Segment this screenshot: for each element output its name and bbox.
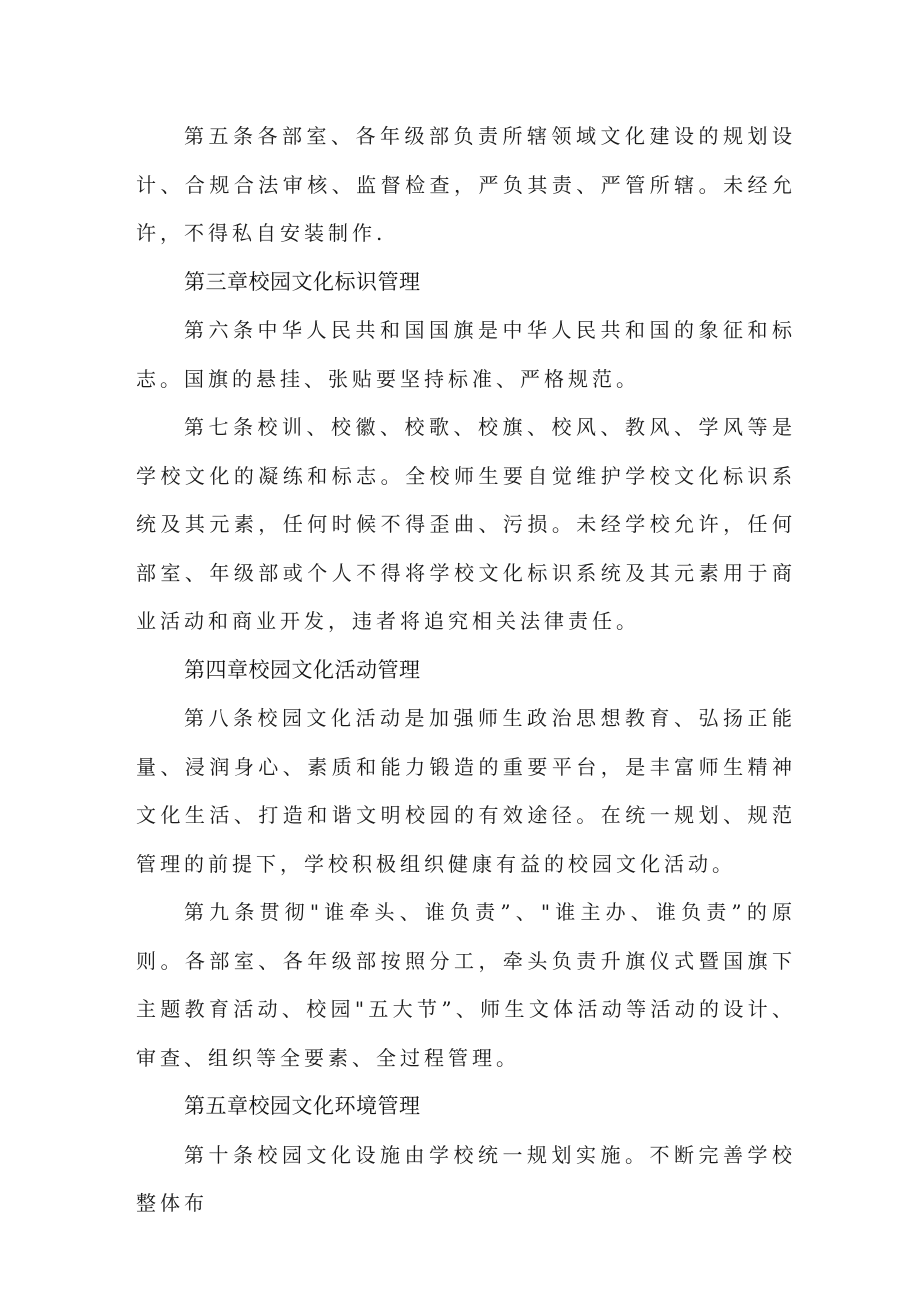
chapter-5-heading: 第五章校园文化环境管理: [184, 1094, 421, 1118]
article-5-paragraph: 第五条各部室、各年级部负责所辖领域文化建设的规划设计、合规合法审核、监督检查，严负其责、严管所辖。未经允许，不得私自安装制作.: [136, 124, 796, 245]
article-7-paragraph: 第七条校训、校徽、校歌、校旗、校风、教风、学风等是学校文化的凝练和标志。全校师生要自觉维护学校文化标识系统及其元素，任何时候不得歪曲、污损。未经学校允许，任何部室、年级部或个人不得将学校文化标识系统及其元素用于商业活动和商业开发，违者将追究相关法律责任。: [136, 415, 796, 633]
article-8-paragraph: 第八条校园文化活动是加强师生政治思想教育、弘扬正能量、浸润身心、素质和能力锻造的重要平台，是丰富师生精神文化生活、打造和谐文明校园的有效途径。在统一规划、规范管理的前提下，学校积极组织健康有益的校园文化活动。: [136, 706, 796, 876]
article-10-paragraph: 第十条校园文化设施由学校统一规划实施。不断完善学校整体布: [136, 1142, 796, 1215]
article-6-paragraph: 第六条中华人民共和国国旗是中华人民共和国的象征和标志。国旗的悬挂、张贴要坚持标准、严格规范。: [136, 318, 796, 391]
document-body: [136, 112, 796, 1228]
chapter-3-heading: 第三章校园文化标识管理: [184, 269, 421, 294]
chapter-4-heading: 第四章校园文化活动管理: [184, 657, 421, 682]
article-9-paragraph: 第九条贯彻"谁牵头、谁负责”、"谁主办、谁负责”的原则。各部室、各年级部按照分工，牵头负责升旗仪式暨国旗下主题教育活动、校园"五大节”、师生文体活动等活动的设计、审查、组织等全要素、全过程管理。: [136, 900, 796, 1070]
